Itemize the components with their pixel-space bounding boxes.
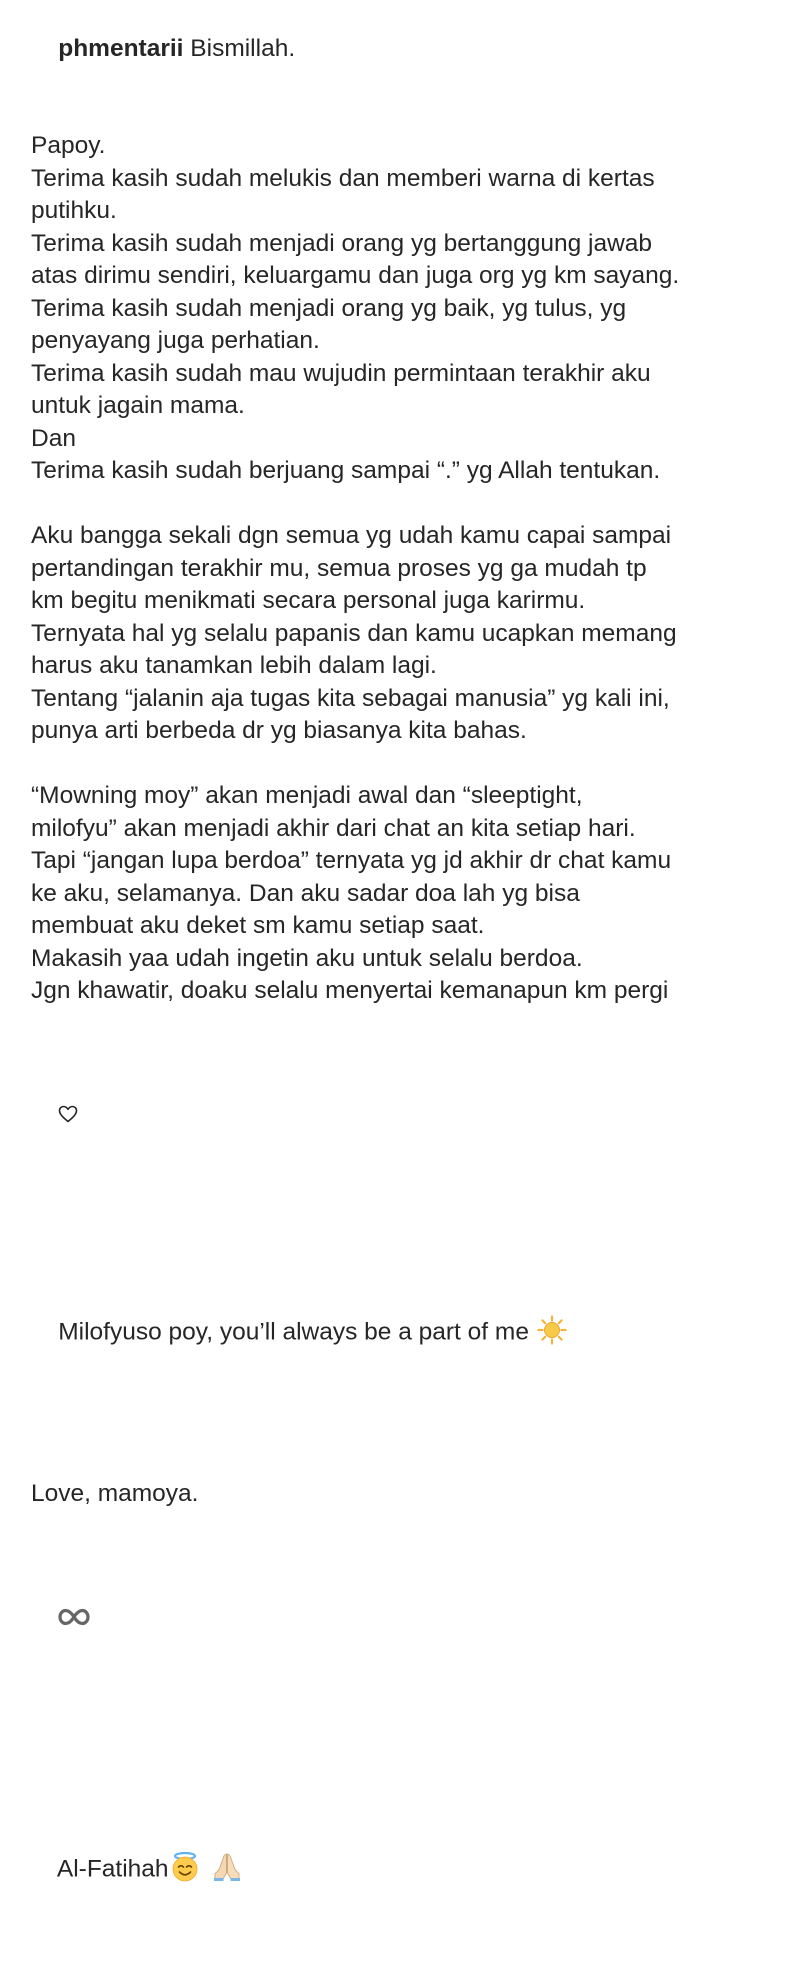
blank-line: [31, 98, 771, 131]
caption-line: Terima kasih sudah menjadi orang yg baik, yg tulus, yg: [31, 294, 627, 322]
caption-line: membuat aku deket sm kamu setiap saat.: [31, 912, 485, 939]
caption-line: Al-Fatihah: [56, 1854, 169, 1882]
caption-first-line: [31, 0, 771, 98]
post-caption: [31, 0, 771, 1983]
white-heart-icon: [58, 1040, 99, 1188]
caption-line: Terima kasih sudah melukis dan memberi warna di kertas: [31, 164, 655, 192]
caption-line-with-sun: [31, 1221, 771, 1446]
caption-line: harus aku tanamkan lebih dalam lagi.: [31, 652, 437, 679]
sun-icon: [537, 1250, 578, 1410]
username-link[interactable]: phmentarii: [58, 34, 184, 62]
caption-line: untuk jagain mama.: [31, 392, 245, 419]
fatihah-line: [31, 1756, 771, 1983]
blank-line: [31, 1724, 771, 1757]
caption-line: penyayang juga perhatian.: [31, 327, 320, 354]
blank-line: [31, 488, 771, 521]
caption-line: pertandingan terakhir mu, semua proses yg ga mudah tp: [31, 554, 647, 582]
caption-line: Terima kasih sudah menjadi orang yg bertanggung jawab: [31, 229, 653, 257]
caption-line: Makasih yaa udah ingetin aku untuk selalu berdoa.: [31, 944, 583, 972]
caption-line: Tapi “jangan lupa berdoa” ternyata yg jd akhir dr chat kamu: [31, 847, 672, 874]
blank-line: [31, 1446, 771, 1479]
caption-line: Bismillah.: [190, 34, 296, 62]
caption-line: Love, mamoya.: [31, 1480, 199, 1507]
caption-line: milofyu” akan menjadi akhir dari chat an kita setiap hari.: [31, 814, 636, 842]
caption-line: Terima kasih sudah berjuang sampai “.” yg Allah tentukan.: [31, 457, 661, 484]
smiling-face-with-halo-icon: [169, 1786, 210, 1948]
caption-line: Terima kasih sudah mau wujudin permintaan terakhir aku: [31, 359, 651, 387]
caption-line: Aku bangga sekali dgn semua yg udah kamu capai sampai: [31, 522, 672, 549]
caption-line: putihku.: [31, 197, 117, 224]
caption-line: ke aku, selamanya. Dan aku sadar doa lah yg bisa: [31, 879, 580, 907]
heart-line: [31, 1008, 771, 1221]
folded-hands-icon: [211, 1786, 252, 1948]
caption-line: punya arti berbeda dr yg biasanya kita bahas.: [31, 717, 527, 744]
caption-line: Tentang “jalanin aja tugas kita sebagai manusia” yg kali ini,: [31, 684, 670, 712]
caption-line: Ternyata hal yg selalu papanis dan kamu ucapkan memang: [31, 619, 677, 647]
caption-line: atas dirimu sendiri, keluargamu dan juga org yg km sayang.: [31, 262, 680, 289]
infinity-icon: [58, 1543, 99, 1691]
caption-line: “Mowning moy” akan menjadi awal dan “sleeptight,: [31, 782, 583, 809]
caption-line: Dan: [31, 424, 76, 452]
blank-line: [31, 748, 771, 781]
infinity-line: [31, 1511, 771, 1724]
caption-line: Milofyuso poy, you’ll always be a part of me: [58, 1318, 529, 1346]
caption-line: Papoy.: [31, 132, 106, 159]
caption-line: km begitu menikmati secara personal juga karirmu.: [31, 587, 586, 614]
caption-line: Jgn khawatir, doaku selalu menyertai kemanapun km pergi: [31, 977, 669, 1004]
